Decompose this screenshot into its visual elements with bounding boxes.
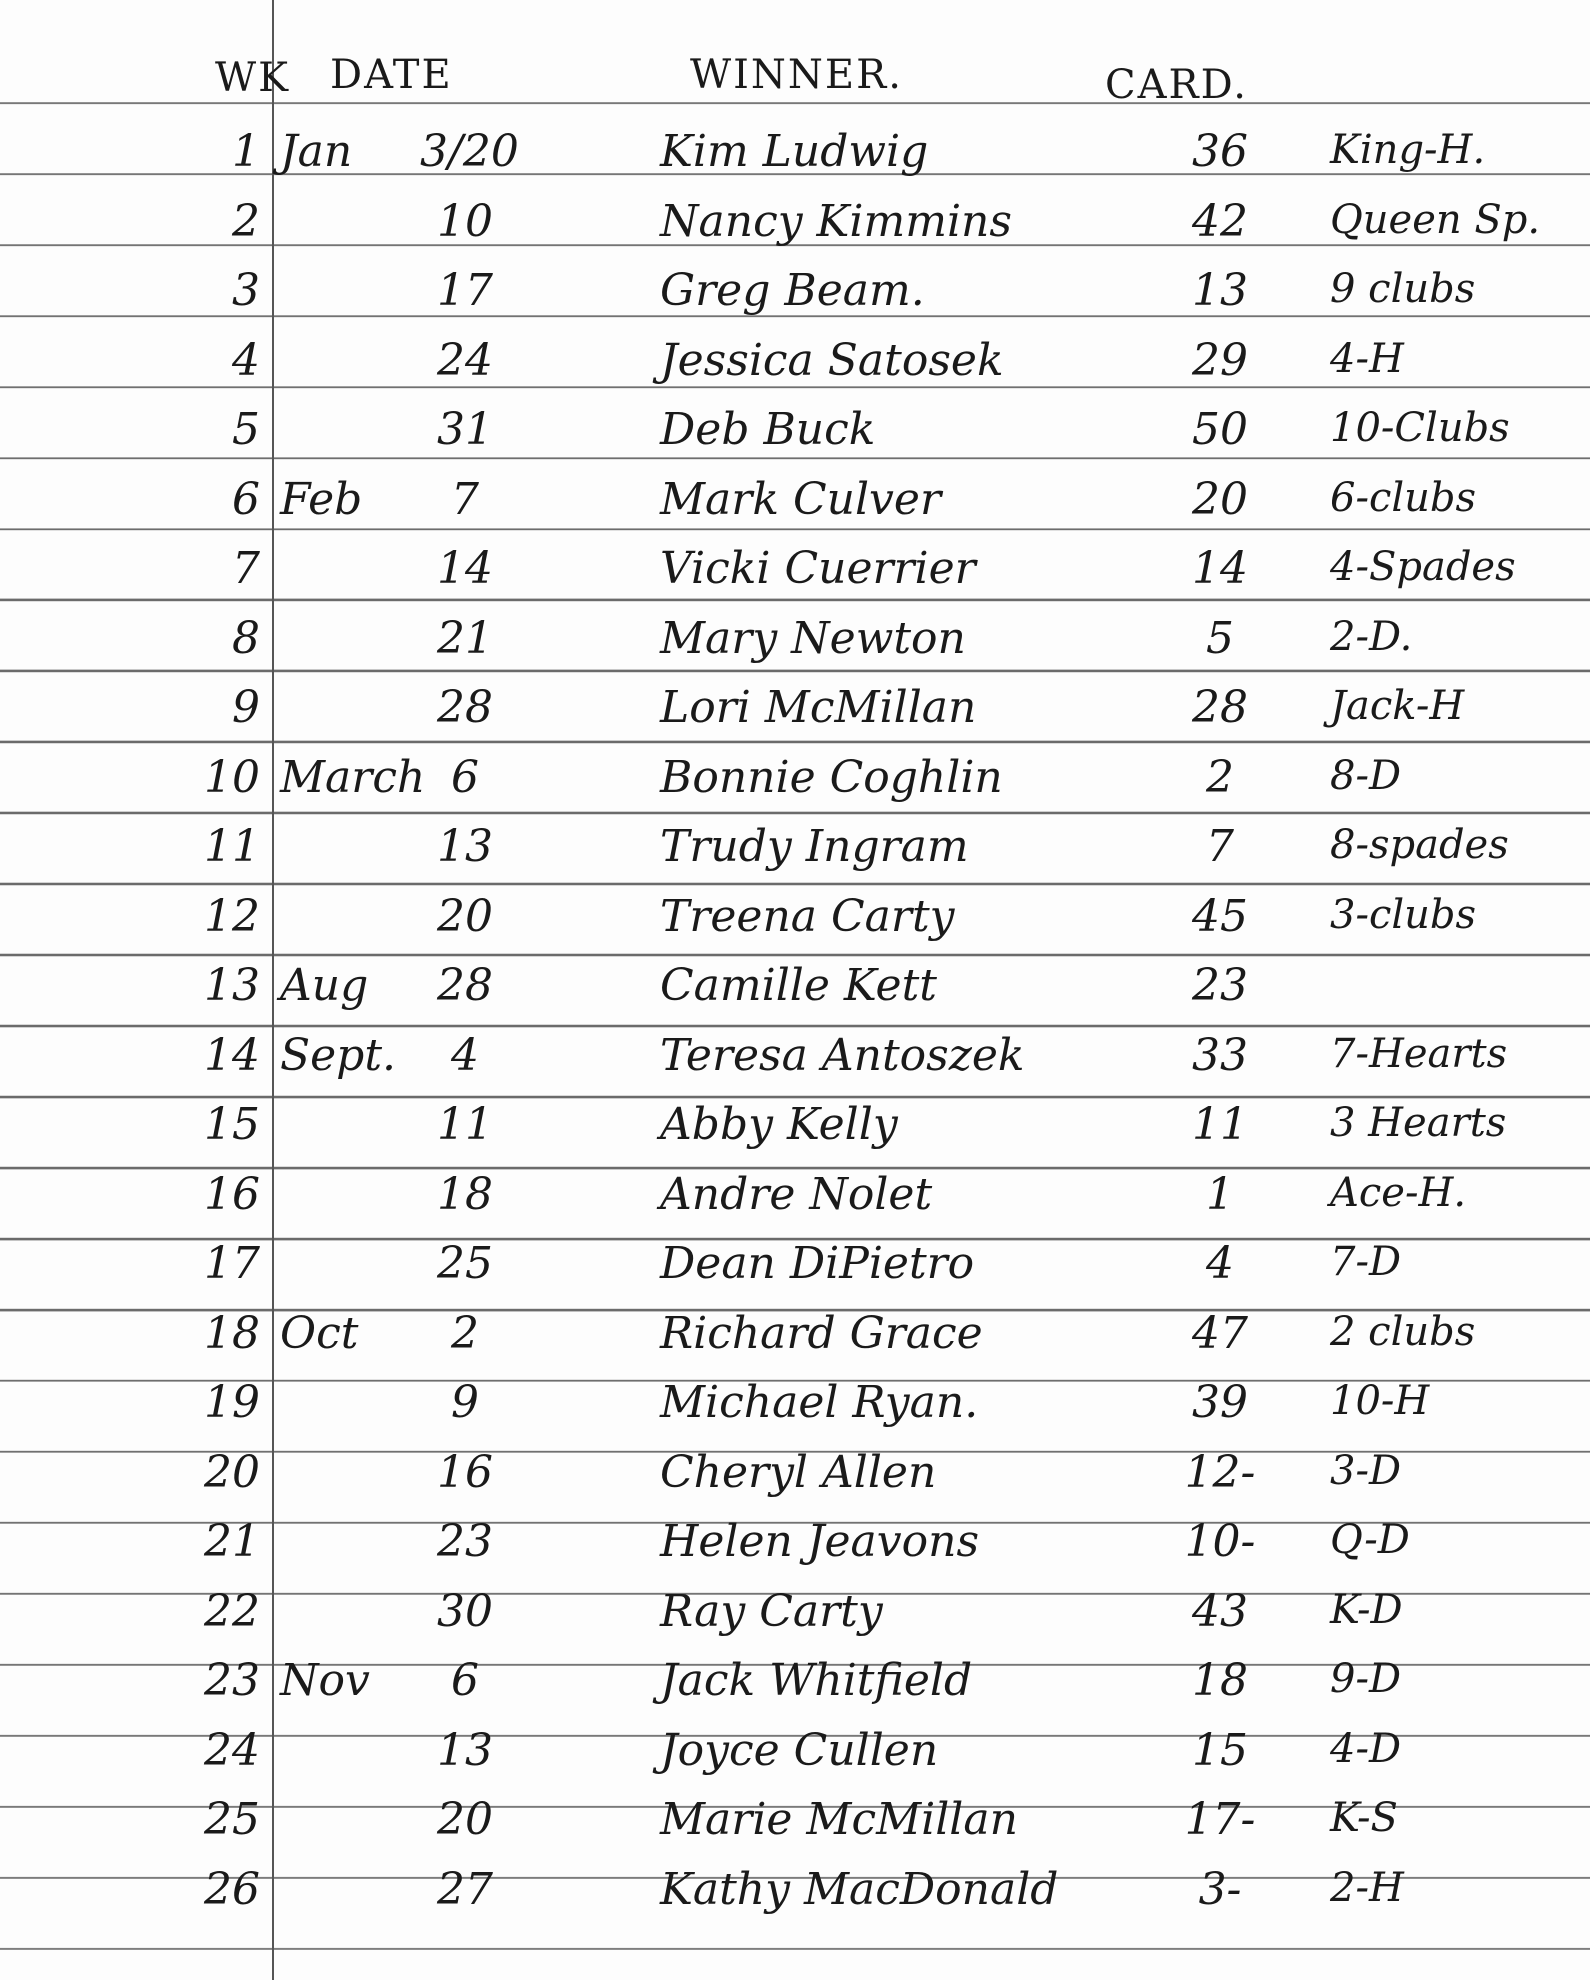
row-card: 9 clubs <box>1330 266 1476 312</box>
row-week-number: 16 <box>204 1168 260 1220</box>
row-card: 9-D <box>1330 1656 1402 1702</box>
row-month: March <box>280 751 426 803</box>
header-winner: WINNER. <box>690 52 903 98</box>
row-week-number: 15 <box>204 1099 260 1150</box>
row-day: 21 <box>437 612 493 664</box>
header-card: CARD. <box>1105 62 1248 108</box>
row-card-number: 45 <box>1192 890 1248 942</box>
row-card-number: 18 <box>1192 1655 1248 1706</box>
row-winner-name: Dean DiPietro <box>660 1238 975 1289</box>
row-week-number: 22 <box>204 1585 260 1637</box>
row-day: 18 <box>437 1168 493 1220</box>
row-card: 2-D. <box>1330 613 1413 660</box>
row-week-number: 14 <box>204 1029 260 1081</box>
row-card: 6-clubs <box>1330 474 1477 521</box>
row-card-number: 3- <box>1198 1863 1242 1915</box>
row-week-number: 13 <box>204 960 260 1011</box>
row-card-number: 11 <box>1192 1099 1248 1150</box>
row-card: K-S <box>1330 1795 1398 1841</box>
row-card-number: 39 <box>1192 1377 1248 1428</box>
row-week-number: 8 <box>232 612 260 664</box>
row-card: 8-spades <box>1330 822 1509 868</box>
row-day: 23 <box>437 1516 493 1567</box>
row-winner-name: Mark Culver <box>660 473 941 525</box>
row-day: 28 <box>437 682 493 733</box>
row-winner-name: Helen Jeavons <box>660 1516 980 1567</box>
row-day: 10 <box>437 195 493 247</box>
row-card: 7-Hearts <box>1330 1030 1508 1077</box>
row-week-number: 19 <box>204 1377 260 1428</box>
row-winner-name: Camille Kett <box>660 960 937 1011</box>
row-winner-name: Greg Beam. <box>660 265 925 316</box>
row-card-number: 42 <box>1192 195 1248 247</box>
row-winner-name: Cheryl Allen <box>660 1446 937 1498</box>
row-month: Oct <box>280 1307 359 1359</box>
row-winner-name: Trudy Ingram <box>660 821 969 872</box>
row-card-number: 50 <box>1192 404 1248 455</box>
row-day: 17 <box>437 265 493 316</box>
row-card: 7-D <box>1330 1239 1402 1285</box>
row-day: 7 <box>451 473 479 525</box>
row-week-number: 5 <box>232 404 260 455</box>
row-day: 28 <box>437 960 493 1011</box>
row-day: 6 <box>451 751 479 803</box>
row-winner-name: Lori McMillan <box>660 682 977 733</box>
header-date: DATE <box>330 52 453 98</box>
row-week-number: 21 <box>204 1516 260 1567</box>
row-card: 3 Hearts <box>1330 1100 1507 1146</box>
row-day: 6 <box>451 1655 479 1706</box>
row-winner-name: Teresa Antoszek <box>660 1029 1025 1081</box>
row-card-number: 36 <box>1192 126 1248 177</box>
row-winner-name: Treena Carty <box>660 890 955 942</box>
row-winner-name: Richard Grace <box>660 1307 983 1359</box>
row-month: Feb <box>280 473 363 525</box>
margin-line <box>272 0 274 1980</box>
row-card: 2 clubs <box>1330 1308 1476 1355</box>
row-card-number: 13 <box>1192 265 1248 316</box>
row-day: 3/20 <box>420 126 519 177</box>
row-week-number: 6 <box>232 473 260 525</box>
row-card-number: 5 <box>1206 612 1234 664</box>
row-card-number: 17- <box>1184 1794 1256 1845</box>
row-week-number: 17 <box>204 1238 260 1289</box>
row-week-number: 9 <box>232 682 260 733</box>
row-card: King-H. <box>1330 127 1486 173</box>
row-week-number: 23 <box>204 1655 260 1706</box>
row-card-number: 4 <box>1206 1238 1234 1289</box>
row-day: 14 <box>437 543 493 594</box>
row-card-number: 33 <box>1192 1029 1248 1081</box>
row-week-number: 11 <box>204 821 260 872</box>
row-card: 3-D <box>1330 1447 1402 1494</box>
row-month: Jan <box>280 126 353 177</box>
row-week-number: 12 <box>204 890 260 942</box>
row-card-number: 12- <box>1184 1446 1256 1498</box>
row-week-number: 2 <box>232 195 260 247</box>
row-winner-name: Kathy MacDonald <box>660 1863 1059 1915</box>
row-winner-name: Kim Ludwig <box>660 126 929 177</box>
row-winner-name: Vicki Cuerrier <box>660 543 976 594</box>
row-day: 9 <box>451 1377 479 1428</box>
row-card-number: 10- <box>1184 1516 1256 1567</box>
row-winner-name: Mary Newton <box>660 612 966 664</box>
row-card: 4-Spades <box>1330 544 1516 590</box>
row-day: 24 <box>437 334 493 386</box>
row-card: Ace-H. <box>1330 1169 1467 1216</box>
row-day: 11 <box>437 1099 493 1150</box>
row-card: Jack-H <box>1330 683 1465 729</box>
row-card: 4-D <box>1330 1725 1402 1772</box>
row-week-number: 20 <box>204 1446 260 1498</box>
row-day: 30 <box>437 1585 493 1637</box>
row-card-number: 29 <box>1192 334 1248 386</box>
row-day: 20 <box>437 1794 493 1845</box>
row-day: 27 <box>437 1863 493 1915</box>
row-winner-name: Abby Kelly <box>660 1099 898 1150</box>
row-winner-name: Michael Ryan. <box>660 1377 979 1428</box>
row-week-number: 24 <box>204 1724 260 1776</box>
row-card-number: 23 <box>1192 960 1248 1011</box>
row-week-number: 26 <box>204 1863 260 1915</box>
row-week-number: 1 <box>232 126 260 177</box>
row-card-number: 43 <box>1192 1585 1248 1637</box>
row-card: 2-H <box>1330 1864 1404 1911</box>
row-winner-name: Jack Whitfield <box>660 1655 973 1706</box>
row-card: 8-D <box>1330 752 1402 799</box>
row-card-number: 7 <box>1206 821 1234 872</box>
row-day: 13 <box>437 1724 493 1776</box>
row-day: 16 <box>437 1446 493 1498</box>
row-card: Q-D <box>1330 1517 1410 1563</box>
row-month: Nov <box>280 1655 370 1706</box>
row-card-number: 14 <box>1192 543 1248 594</box>
row-card-number: 2 <box>1206 751 1234 803</box>
row-winner-name: Bonnie Coghlin <box>660 751 1003 803</box>
row-day: 13 <box>437 821 493 872</box>
row-winner-name: Andre Nolet <box>660 1168 933 1220</box>
row-winner-name: Deb Buck <box>660 404 876 455</box>
row-card: K-D <box>1330 1586 1403 1633</box>
row-day: 20 <box>437 890 493 942</box>
row-week-number: 18 <box>204 1307 260 1359</box>
row-card-number: 1 <box>1206 1168 1234 1220</box>
row-week-number: 7 <box>232 543 260 594</box>
row-month: Aug <box>280 960 369 1011</box>
row-card: 4-H <box>1330 335 1404 382</box>
row-week-number: 25 <box>204 1794 260 1845</box>
row-day: 4 <box>451 1029 479 1081</box>
row-card-number: 28 <box>1192 682 1248 733</box>
row-card: 10-Clubs <box>1330 405 1510 451</box>
header-wk: WK <box>215 55 290 101</box>
row-week-number: 4 <box>232 334 260 386</box>
row-card: 3-clubs <box>1330 891 1477 938</box>
row-winner-name: Ray Carty <box>660 1585 883 1637</box>
row-week-number: 10 <box>204 751 260 803</box>
row-card-number: 15 <box>1192 1724 1248 1776</box>
row-month: Sept. <box>280 1029 397 1081</box>
row-winner-name: Joyce Cullen <box>660 1724 939 1776</box>
row-card-number: 20 <box>1192 473 1248 525</box>
row-day: 31 <box>437 404 493 455</box>
row-day: 2 <box>451 1307 479 1359</box>
row-week-number: 3 <box>232 265 260 316</box>
row-winner-name: Nancy Kimmins <box>660 195 1012 247</box>
row-day: 25 <box>437 1238 493 1289</box>
row-winner-name: Jessica Satosek <box>660 334 1004 386</box>
row-winner-name: Marie McMillan <box>660 1794 1018 1845</box>
row-card: Queen Sp. <box>1330 196 1541 243</box>
row-card-number: 47 <box>1192 1307 1248 1359</box>
row-card: 10-H <box>1330 1378 1430 1424</box>
